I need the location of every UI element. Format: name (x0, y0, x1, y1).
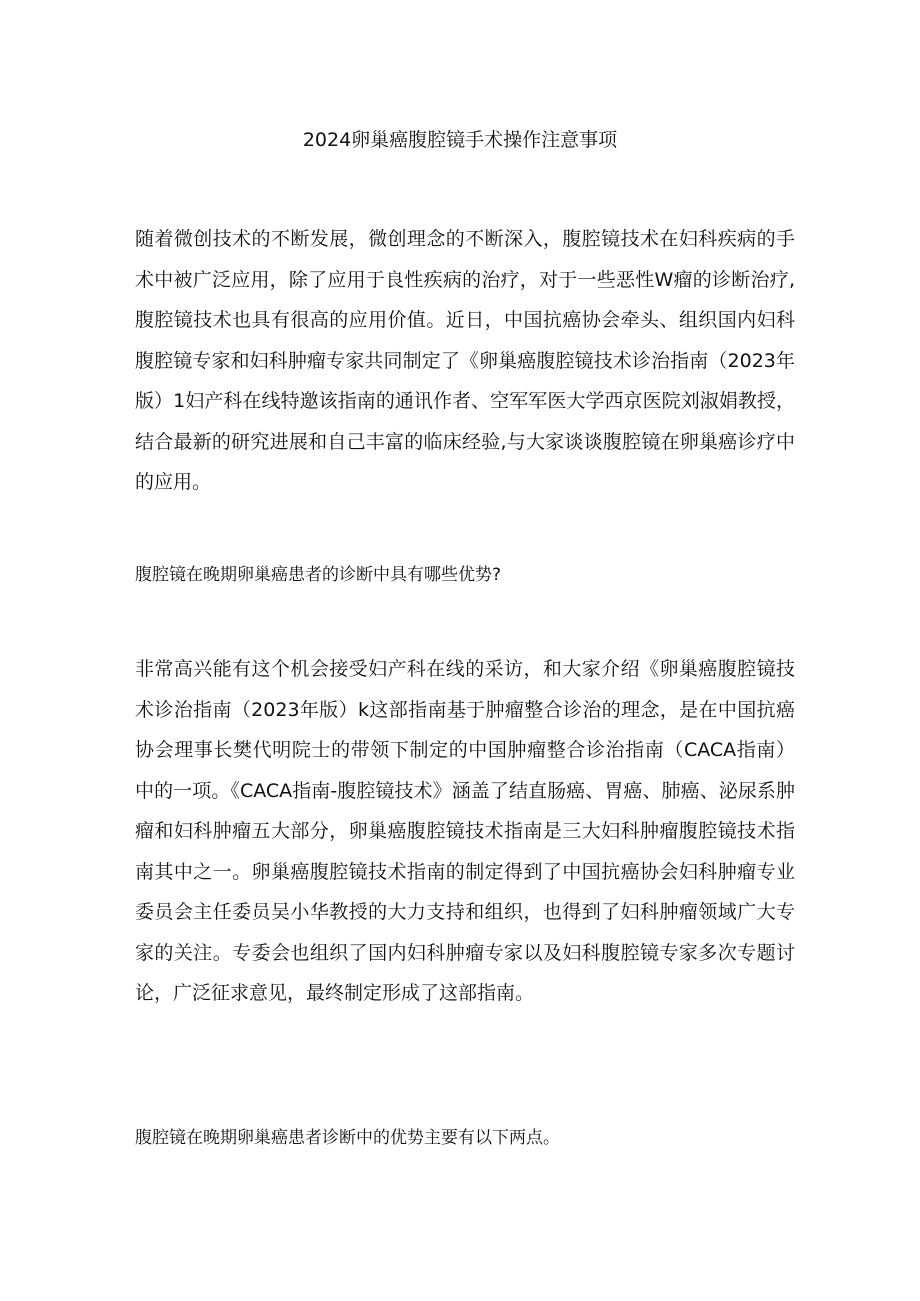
document-title: 2024卵巢癌腹腔镜手术操作注意事项 (302, 129, 618, 151)
answer-paragraph: 非常高兴能有这个机会接受妇产科在线的采访，和大家介绍《卵巢癌腹腔镜技术诊治指南（2023年版）k这部指南基于肿瘤整合诊治的理念，是在中国抗癌协会理事长樊代明院士的带领下制定的中国肿瘤整合诊治指南（CACA指南）中的一项。《CACA指南-腹腔镜技术》涵盖了结直肠癌、胃癌、肺癌、泌尿系肿瘤和妇科肿瘤五大部分，卵巢癌腹腔镜技术指南是三大妇科肿瘤腹腔镜技术指南其中之一。卵巢癌腹腔镜技术指南的制定得到了中国抗癌协会妇科肿瘤专业委员会主任委员吴小华教授的大力支持和组织，也得到了妇科肿瘤领域广大专家的关注。专委会也组织了国内妇科肿瘤专家以及妇科腹腔镜专家多次专题讨论，广泛征求意见，最终制定形成了这部指南。 (135, 658, 795, 1004)
advantages-intro: 腹腔镜在晚期卵巢癌患者诊断中的优势主要有以下两点。 (135, 1128, 560, 1148)
question-heading: 腹腔镜在晚期卵巢癌患者的诊断中具有哪些优势? (135, 565, 502, 585)
intro-paragraph: 随着微创技术的不断发展，微创理念的不断深入，腹腔镜技术在妇科疾病的手术中被广泛应用，除了应用于良性疾病的治疗，对于一些恶性W瘤的诊断治疗,腹腔镜技术也具有很高的应用价值。近日，中国抗癌协会牵头、组织国内妇科腹腔镜专家和妇科肿瘤专家共同制定了《卵巢癌腹腔镜技术诊治指南（2023年版）1妇产科在线特邀该指南的通讯作者、空军军医大学西京医院刘淑娟教授，结合最新的研究进展和自己丰富的临床经验,与大家谈谈腹腔镜在卵巢癌诊疗中的应用。 (135, 228, 795, 493)
